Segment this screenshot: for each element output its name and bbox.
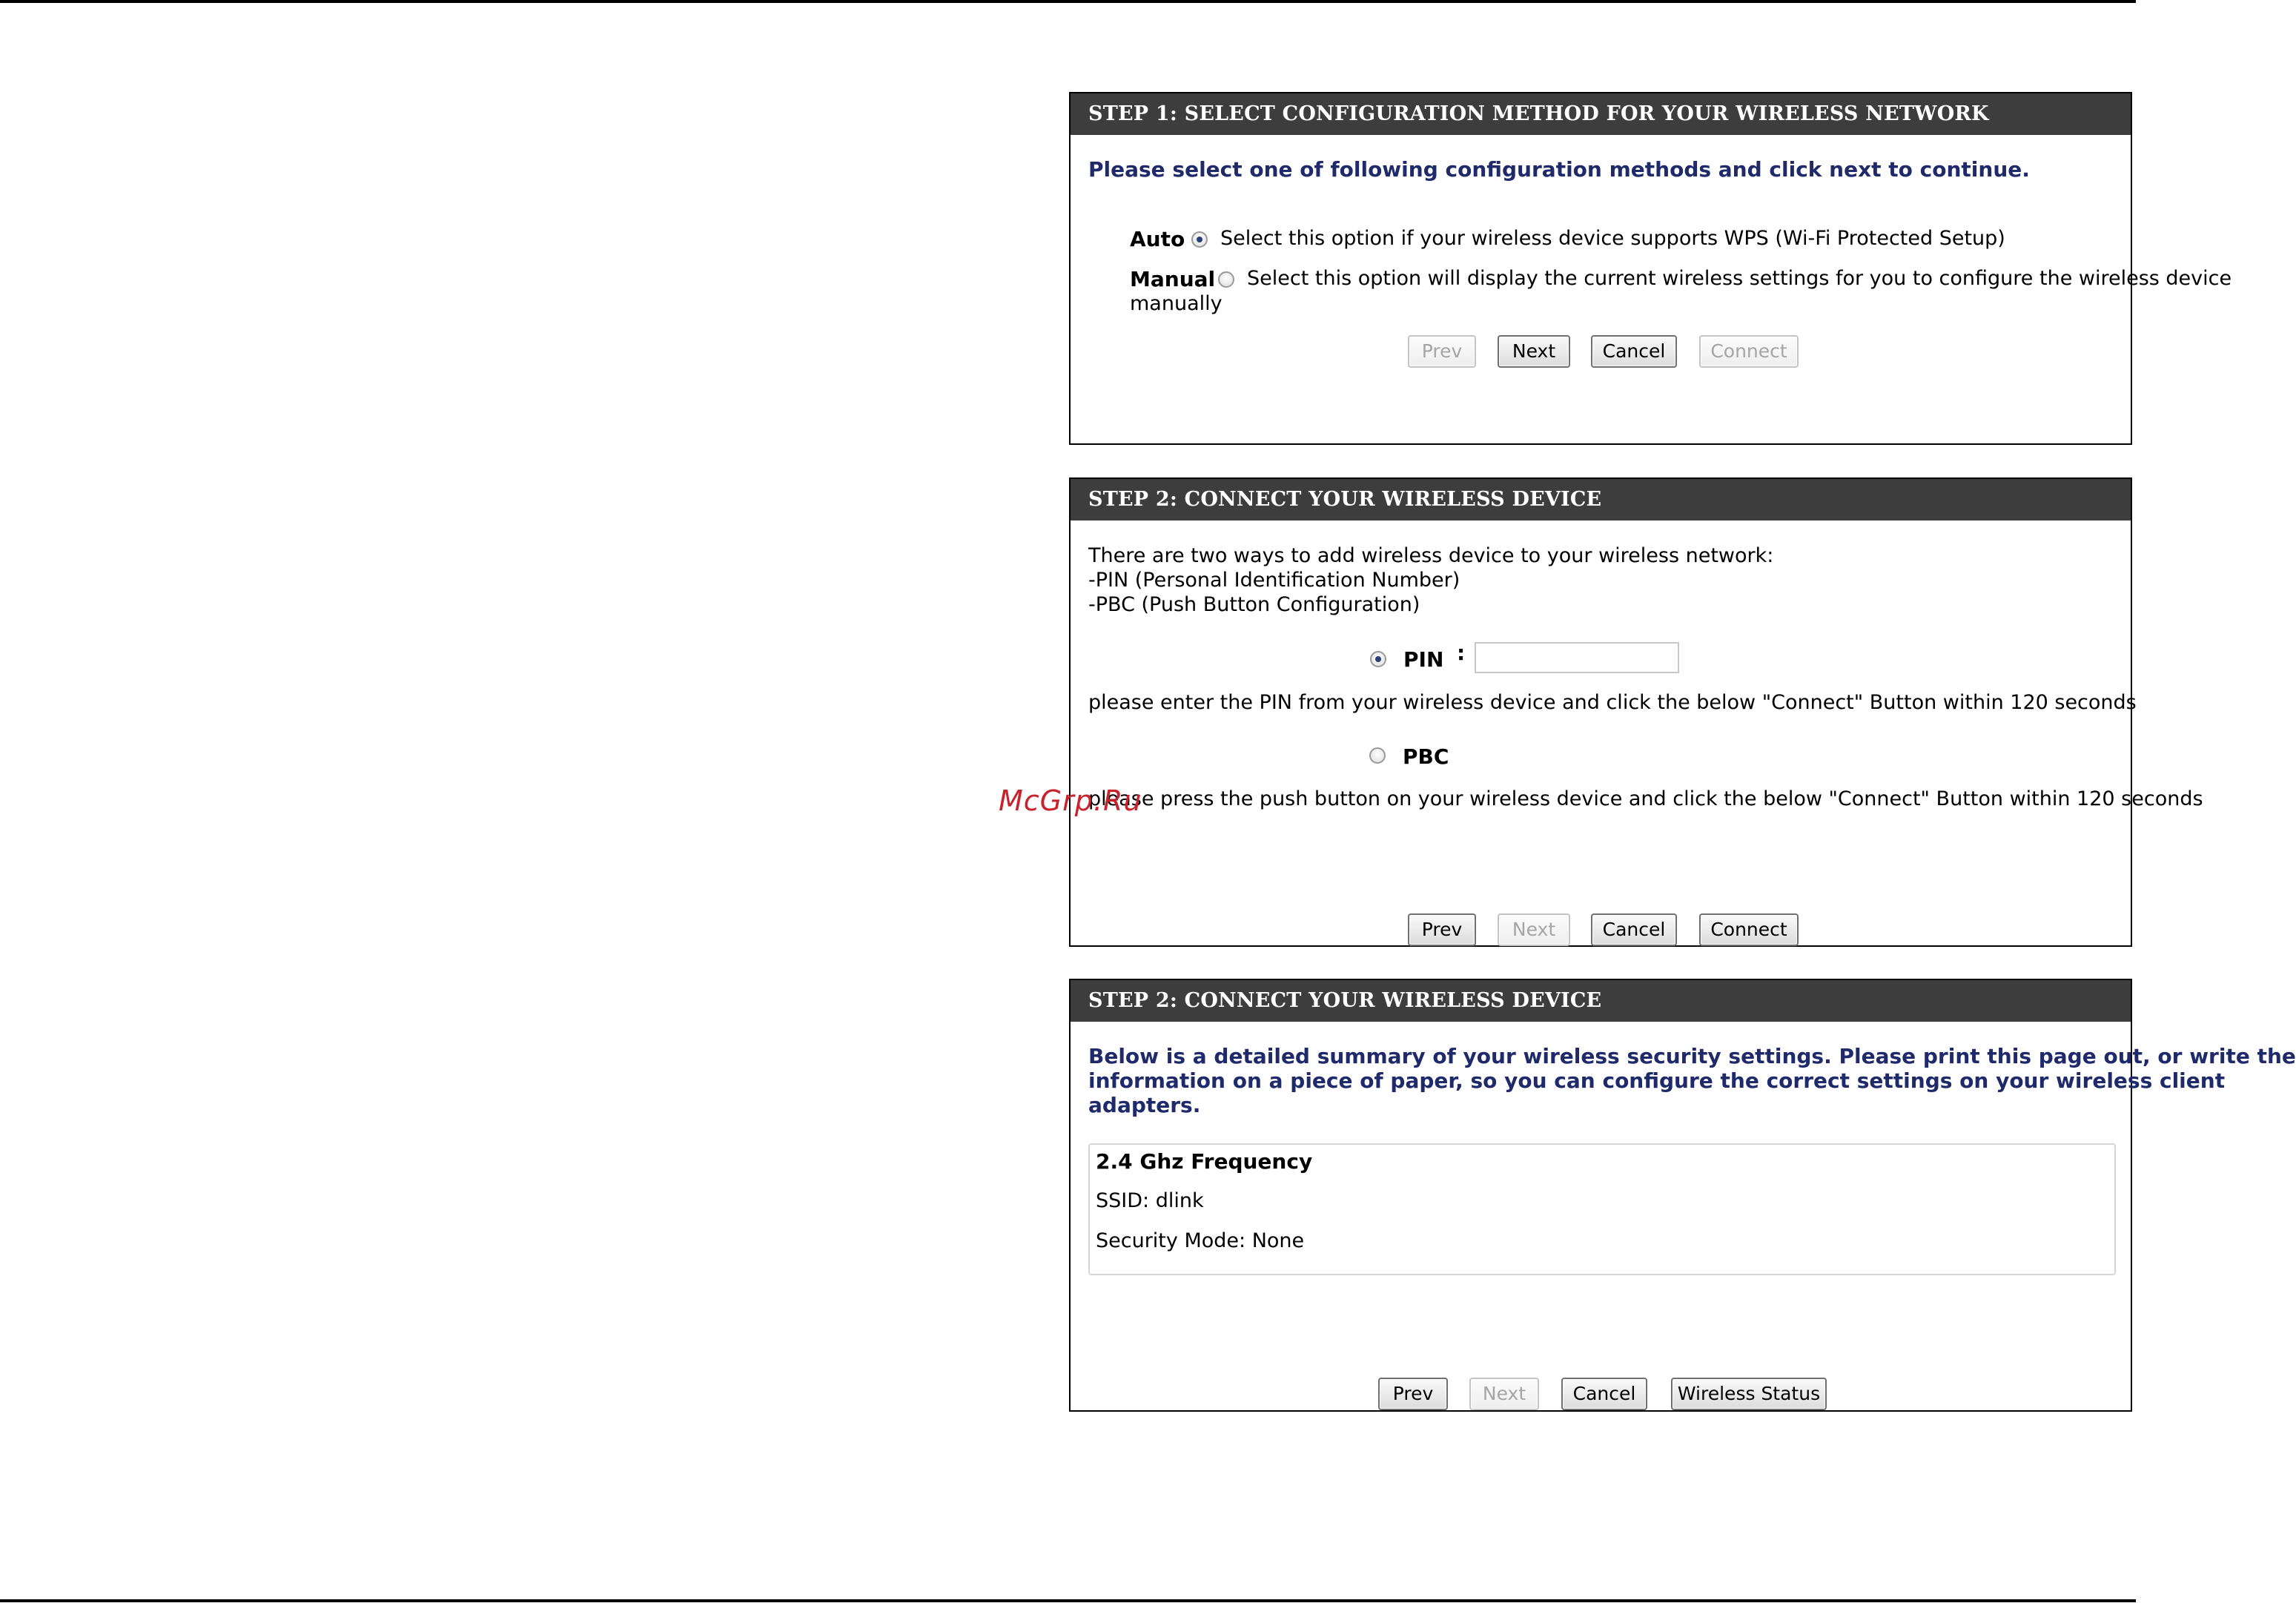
pin-colon: : — [1457, 641, 1466, 665]
pbc-radio[interactable] — [1369, 747, 1386, 764]
step2-summary-header: STEP 2: CONNECT YOUR WIRELESS DEVICE — [1071, 980, 2131, 1022]
manual-description-cont: manually — [1130, 292, 1223, 315]
step2-summary-panel — [1069, 979, 2296, 1412]
frequency-title: 2.4 Ghz Frequency — [1096, 1149, 1313, 1174]
connect-intro-line2: -PIN (Personal Identification Number) — [1088, 569, 1460, 592]
step1-cancel-button[interactable]: Cancel — [1591, 335, 1677, 368]
summary-box — [1088, 1143, 2116, 1275]
top-rule — [0, 0, 2136, 3]
summary-intro-line2: information on a piece of paper, so you can configure the correct settings on your wireless client — [1088, 1068, 2226, 1093]
summary-prev-button[interactable]: Prev — [1378, 1378, 1448, 1410]
bottom-rule — [0, 1599, 2136, 1602]
step1-next-button[interactable]: Next — [1498, 335, 1570, 368]
manual-radio[interactable] — [1218, 271, 1234, 288]
summary-next-button[interactable]: Next — [1469, 1378, 1539, 1410]
watermark: McGrp.Ru — [999, 784, 1142, 817]
pbc-help-text: please press the push button on your wireless device and click the below "Connect" Button within 120 seconds — [1088, 787, 2203, 810]
step1-header: STEP 1: SELECT CONFIGURATION METHOD FOR YOUR WIRELESS NETWORK — [1071, 93, 2131, 135]
summary-cancel-button[interactable]: Cancel — [1561, 1378, 1647, 1410]
step1-connect-button[interactable]: Connect — [1699, 335, 1799, 368]
auto-radio[interactable] — [1191, 231, 1208, 248]
auto-label: Auto — [1130, 227, 1185, 251]
step2-connect-button[interactable]: Connect — [1699, 913, 1799, 946]
pin-label: PIN — [1403, 647, 1444, 672]
summary-intro-line1: Below is a detailed summary of your wireless security settings. Please print this page out, or write the — [1088, 1044, 2296, 1068]
step2-next-button[interactable]: Next — [1498, 913, 1570, 946]
pin-input[interactable] — [1475, 642, 1679, 673]
pin-radio[interactable] — [1370, 651, 1386, 667]
step1-prev-button[interactable]: Prev — [1408, 335, 1476, 368]
wireless-status-button[interactable]: Wireless Status — [1671, 1378, 1827, 1410]
manual-description: Select this option will display the current wireless settings for you to configure the wireless device — [1247, 267, 2232, 290]
security-mode-value: Security Mode: None — [1096, 1229, 1305, 1252]
step2-connect-panel — [1069, 477, 2203, 947]
manual-label: Manual — [1130, 267, 1216, 291]
step1-intro: Please select one of following configuration methods and click next to continue. — [1088, 157, 2030, 182]
connect-intro-line1: There are two ways to add wireless device to your wireless network: — [1088, 544, 1774, 567]
connect-intro-line3: -PBC (Push Button Configuration) — [1088, 593, 1420, 616]
auto-description: Select this option if your wireless device supports WPS (Wi-Fi Protected Setup) — [1220, 227, 2005, 250]
step1-panel — [1069, 92, 2232, 445]
pbc-label: PBC — [1403, 744, 1449, 769]
step2-connect-header: STEP 2: CONNECT YOUR WIRELESS DEVICE — [1071, 479, 2131, 520]
step2-prev-button[interactable]: Prev — [1408, 913, 1476, 946]
summary-intro-line3: adapters. — [1088, 1093, 1201, 1117]
ssid-value: SSID: dlink — [1096, 1189, 1204, 1212]
pin-help-text: please enter the PIN from your wireless device and click the below "Connect" Button within 120 seconds — [1088, 691, 2137, 714]
step2-cancel-button[interactable]: Cancel — [1591, 913, 1677, 946]
